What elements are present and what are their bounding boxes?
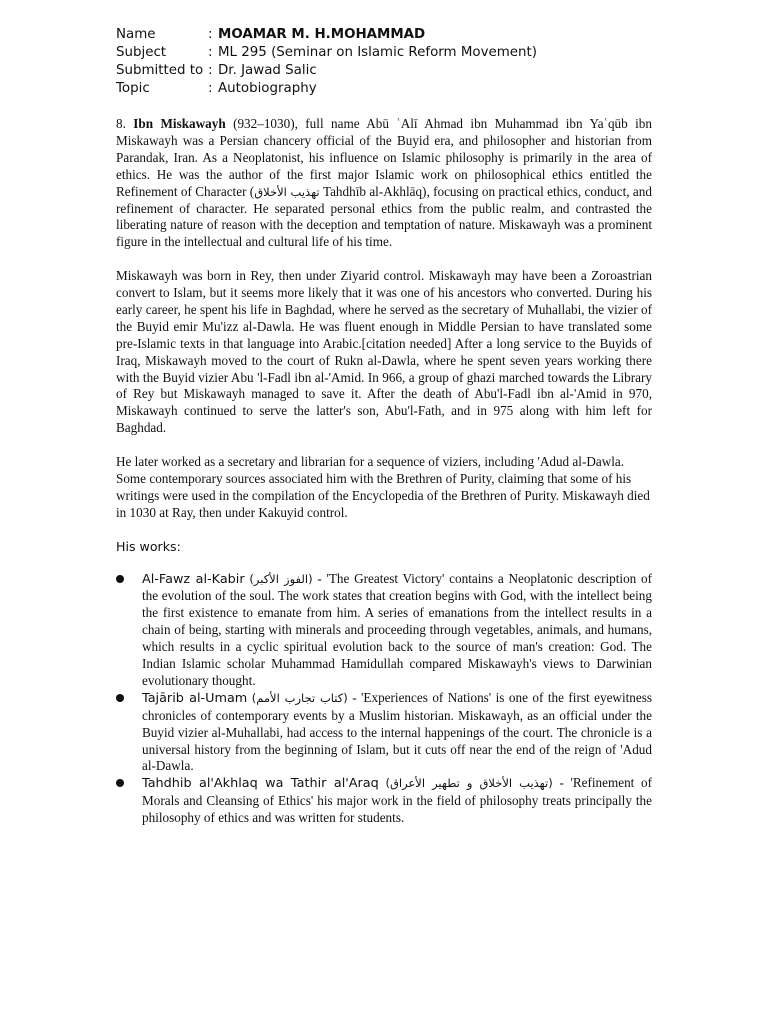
- document-page: [116, 26, 652, 827]
- work-title: Tajārib al-Umam: [142, 690, 248, 706]
- work-description: - 'The Greatest Victory' contains a Neoplatonic description of the evolution of the soul. The work states that creation begins with God, with the intellect being the first existence to emanate from him. A series of emanations from the intellect results in a chain of being, starting with minerals and proceeding through vegetables, animals, and humans, which results in a cyclic spiritual evolution back to the source of man's creation: God. The Indian Islamic scholar Muhammad Hamidullah compared Miskawayh's views to Darwinian evolutionary thought.: [142, 570, 653, 688]
- document-body: [116, 116, 652, 827]
- work-description: - 'Refinement of Morals and Cleansing of Ethics' his major work in the field of philosophy treats principally the philosophy of ethics and was written for students.: [142, 775, 653, 826]
- header-row-subject: [116, 44, 652, 62]
- bullet-icon: [116, 694, 124, 702]
- arabic-title: تهذيب الأخلاق: [254, 184, 320, 199]
- header-block: [116, 26, 652, 98]
- work-arabic-title: كتاب تجارب الأمم: [256, 690, 344, 705]
- list-item: Tajārib al-Umam (كتاب تجارب الأمم) - 'Experiences of Nations' is one of the first eyewitness chronicles of contemporary events by a Muslim historian. Miskawayh, as an official under the Buyid vizier al-Muhallabi, had access to the internal happenings of the court. The chronicle is a universal history from the beginning of Islam, but it cuts off near the end of the reign of 'Adud al-Dawla.: [116, 690, 652, 776]
- student-name: MOAMAR M. H.MOHAMMAD: [218, 27, 426, 42]
- header-label: Submitted to: [116, 63, 204, 78]
- work-title: Tahdhib al'Akhlaq wa Tathir al'Araq: [142, 776, 379, 792]
- subject-name: Ibn Miskawayh: [133, 116, 226, 131]
- work-arabic-title: تهذيب الأخلاق و تطهير الأعراق: [389, 776, 549, 791]
- list-item: Al-Fawz al-Kabir (الفوز الأكبر) - 'The Greatest Victory' contains a Neoplatonic description of the evolution of the soul. The work states that creation begins with God, with the intellect being the first existence to emanate from him. A series of emanations from the intellect results in a chain of being, starting with minerals and proceeding through vegetables, animals, and humans, which results in a cyclic spiritual evolution back to the source of man's creation: God. The Indian Islamic scholar Muhammad Hamidullah compared Miskawayh's views to Darwinian evolutionary thought.: [116, 571, 652, 690]
- works-list: [116, 571, 652, 828]
- work-arabic-title: الفوز الأكبر: [253, 571, 309, 586]
- list-item: Tahdhib al'Akhlaq wa Tathir al'Araq (تهذيب الأخلاق و تطهير الأعراق) - 'Refinement of Morals and Cleansing of Ethics' his major work in the field of philosophy treats principally the philosophy of ethics and was written for students.: [116, 775, 652, 827]
- header-label: Name: [116, 27, 156, 42]
- topic-value: Autobiography: [218, 81, 317, 96]
- header-label: Subject: [116, 45, 167, 60]
- works-heading: His works:: [116, 538, 181, 554]
- header-row-submitted: [116, 62, 652, 80]
- work-title: Al-Fawz al-Kabir: [142, 571, 245, 587]
- header-row-name: [116, 26, 652, 44]
- bullet-icon: [116, 779, 124, 787]
- header-row-topic: [116, 80, 652, 98]
- header-label: Topic: [116, 81, 150, 96]
- body-paragraph: Miskawayh was born in Rey, then under Ziyarid control. Miskawayh may have been a Zoroastrian convert to Islam, but it seems more likely that it was one of his ancestors who converted. During his early career, he spent his life in Baghdad, where he served as the secretary of Muhallabi, the vizier of the Buyid emir Mu'izz al-Dawla. He was fluent enough in Middle Persian to have translated some pre-Islamic texts in that language into Arabic.[citation needed] After a long service to the Buyids of Iraq, Miskawayh moved to the court of Rukn al-Dawla, where he spent seven years working there with the Buyid vizier Abu 'l-Fadl ibn al-'Amid. In 966, a group of ghazi marched towards the Library of Rey but Miskawayh managed to save it. After the death of Abu'l-Fadl ibn al-'Amid in 970, Miskawayh continued to serve the latter's son, Abu'l-Fath, and in 975 along with him left for Baghdad.: [116, 268, 652, 436]
- intro-text-2: Tahdhīb al-Akhlāq), focusing on practical ethics, conduct, and refinement of character. He separated personal ethics from the public realm, and contrasted the liberating nature of reason with the deception and temptation of nature. Miskawayh was a prominent figure in the intellectual and cultural life of his time.: [116, 183, 652, 250]
- intro-paragraph: [116, 116, 652, 251]
- intro-text-1: (932–1030), full name Abū ʿAlī Ahmad ibn Muhammad ibn Yaʿqūb ibn Miskawayh was a Persian chancery official of the Buyid era, and philosopher and historian from Parandak, Iran. As a Neoplatonist, his influence on Islamic philosophy is primarily in the area of ethics. He was the author of the first major Islamic work on philosophical ethics entitled the Refinement of Character (: [116, 116, 652, 199]
- header-colon: :: [208, 63, 213, 78]
- header-colon: :: [208, 45, 213, 60]
- subject-value: ML 295 (Seminar on Islamic Reform Movement): [218, 45, 538, 60]
- body-paragraph: He later worked as a secretary and librarian for a sequence of viziers, including 'Adud al-Dawla. Some contemporary sources associated him with the Brethren of Purity, claiming that some of his writings were used in the compilation of the Encyclopedia of the Brethren of Purity. Miskawayh died in 1030 at Ray, then under Kakuyid control.: [116, 454, 650, 520]
- submitted-to-value: Dr. Jawad Salic: [218, 63, 317, 78]
- header-colon: :: [208, 81, 213, 96]
- item-number: 8.: [116, 116, 126, 131]
- header-colon: :: [208, 27, 213, 42]
- work-description: - 'Experiences of Nations' is one of the first eyewitness chronicles of contemporary events by a Muslim historian. Miskawayh, as an official under the Buyid vizier al-Muhallabi, had access to the internal happenings of the court. The chronicle is a universal history from the beginning of Islam, but it cuts off near the end of the reign of 'Adud al-Dawla.: [142, 689, 652, 774]
- bullet-icon: [116, 575, 124, 583]
